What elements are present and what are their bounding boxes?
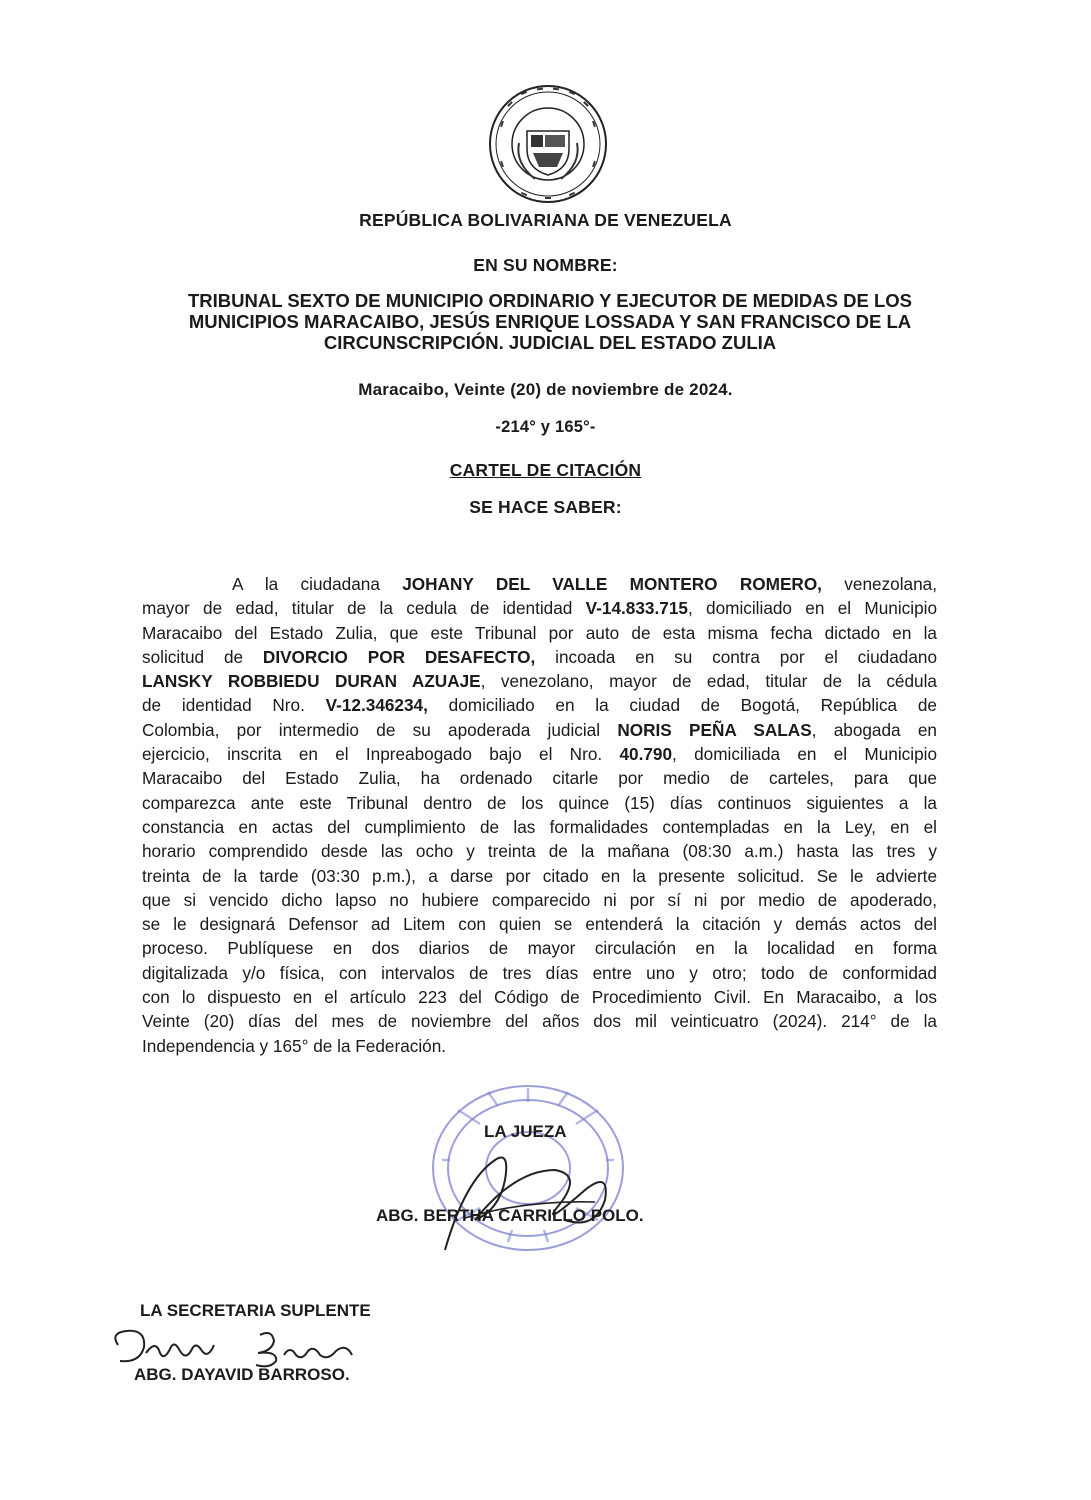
court-name	[150, 290, 950, 353]
secretary-title: LA SECRETARIA SUPLENTE	[140, 1301, 371, 1320]
document-date: Maracaibo, Veinte (20) de noviembre de 2024.	[358, 380, 733, 399]
petitioner-name: LANSKY ROBBIEDU DURAN AZUAJE	[142, 671, 481, 692]
judge-signature	[435, 1140, 635, 1260]
court-name-line: CIRCUNSCRIPCIÓN. JUDICIAL DEL ESTADO ZULIA	[323, 332, 777, 353]
tsj-seal-icon	[487, 83, 609, 205]
secretary-name: ABG. DAYAVID BARROSO.	[134, 1365, 350, 1384]
body-line: comparezca ante este Tribunal dentro de los quince (15) días continuos siguientes a la	[142, 792, 937, 813]
country-heading: REPÚBLICA BOLIVARIANA DE VENEZUELA	[359, 210, 732, 230]
independence-years: -214° y 165°-	[495, 418, 596, 436]
body-line: Maracaibo del Estado Zulia, ha ordenado citarle por medio de carteles, para que	[142, 768, 937, 789]
body-line: Independencia y 165° de la Federación.	[142, 1035, 447, 1056]
court-name-line: TRIBUNAL SEXTO DE MUNICIPIO ORDINARIO Y EJECUTOR DE MEDIDAS DE LOS	[188, 290, 912, 311]
respondent-id: V-14.833.715	[585, 598, 688, 619]
court-name-line: MUNICIPIOS MARACAIBO, JESÚS ENRIQUE LOSSADA Y SAN FRANCISCO DE LA	[188, 311, 912, 332]
judge-name: ABG. BERTHA CARRILLO POLO.	[376, 1206, 644, 1225]
body-line: ejercicio, inscrita en el Inpreabogado bajo el Nro. 40.790, domiciliada en el Municipio	[142, 744, 938, 765]
body-line: constancia en actas del cumplimiento de las formalidades contempladas en la Ley, en el	[142, 816, 937, 837]
body-line: de identidad Nro. V-12.346234, domiciliado en la ciudad de Bogotá, República de	[142, 695, 937, 716]
body-line: se le designará Defensor ad Litem con quien se entenderá la citación y demás actos del	[142, 914, 937, 935]
body-line: mayor de edad, titular de la cedula de identidad V-14.833.715, domiciliado en el Municipio	[142, 598, 938, 619]
body-line: que si vencido dicho lapso no hubiere comparecido ni por sí ni por medio de apoderado,	[142, 889, 937, 910]
body-line: A la ciudadana JOHANY DEL VALLE MONTERO ROMERO, venezolana,	[232, 574, 937, 594]
in-name-heading: EN SU NOMBRE:	[473, 255, 618, 275]
body-line: Veinte (20) días del mes de noviembre del años dos mil veinticuatro (2024). 214° de la	[142, 1011, 937, 1032]
bar-number: 40.790	[619, 744, 673, 765]
body-line: con lo dispuesto en el artículo 223 del Código de Procedimiento Civil. En Maracaibo, a los	[142, 987, 937, 1008]
petitioner-id: V-12.346234,	[325, 695, 428, 716]
notice-heading: SE HACE SABER:	[469, 497, 622, 517]
attorney-name: NORIS PEÑA SALAS	[617, 719, 812, 740]
body-line: horario comprendido desde las ocho y treinta de la mañana (08:30 a.m.) hasta las tres y	[142, 841, 937, 862]
body-line: treinta de la tarde (03:30 p.m.), a darse por citado en la presente solicitud. Se le advierte	[142, 865, 937, 886]
body-line: solicitud de DIVORCIO POR DESAFECTO, incoada en su contra por el ciudadano	[142, 646, 937, 667]
document-type-title: CARTEL DE CITACIÓN	[449, 460, 642, 480]
body-line: digitalizada y/o física, con intervalos de tres días entre uno y otro; todo de conformidad	[142, 962, 937, 983]
body-line: Maracaibo del Estado Zulia, que este Tribunal por auto de esta misma fecha dictado en la	[142, 622, 937, 643]
body-line: proceso. Publíquese en dos diarios de mayor circulación en la localidad en forma	[142, 938, 937, 959]
body-line: Colombia, por intermedio de su apoderada judicial NORIS PEÑA SALAS, abogada en	[142, 719, 937, 740]
respondent-name: JOHANY DEL VALLE MONTERO ROMERO,	[402, 574, 822, 594]
citation-body	[142, 572, 937, 1058]
judge-title: LA JUEZA	[484, 1122, 567, 1141]
body-line: LANSKY ROBBIEDU DURAN AZUAJE, venezolano, mayor de edad, titular de la cédula	[142, 671, 937, 692]
case-type: DIVORCIO POR DESAFECTO,	[262, 646, 536, 667]
